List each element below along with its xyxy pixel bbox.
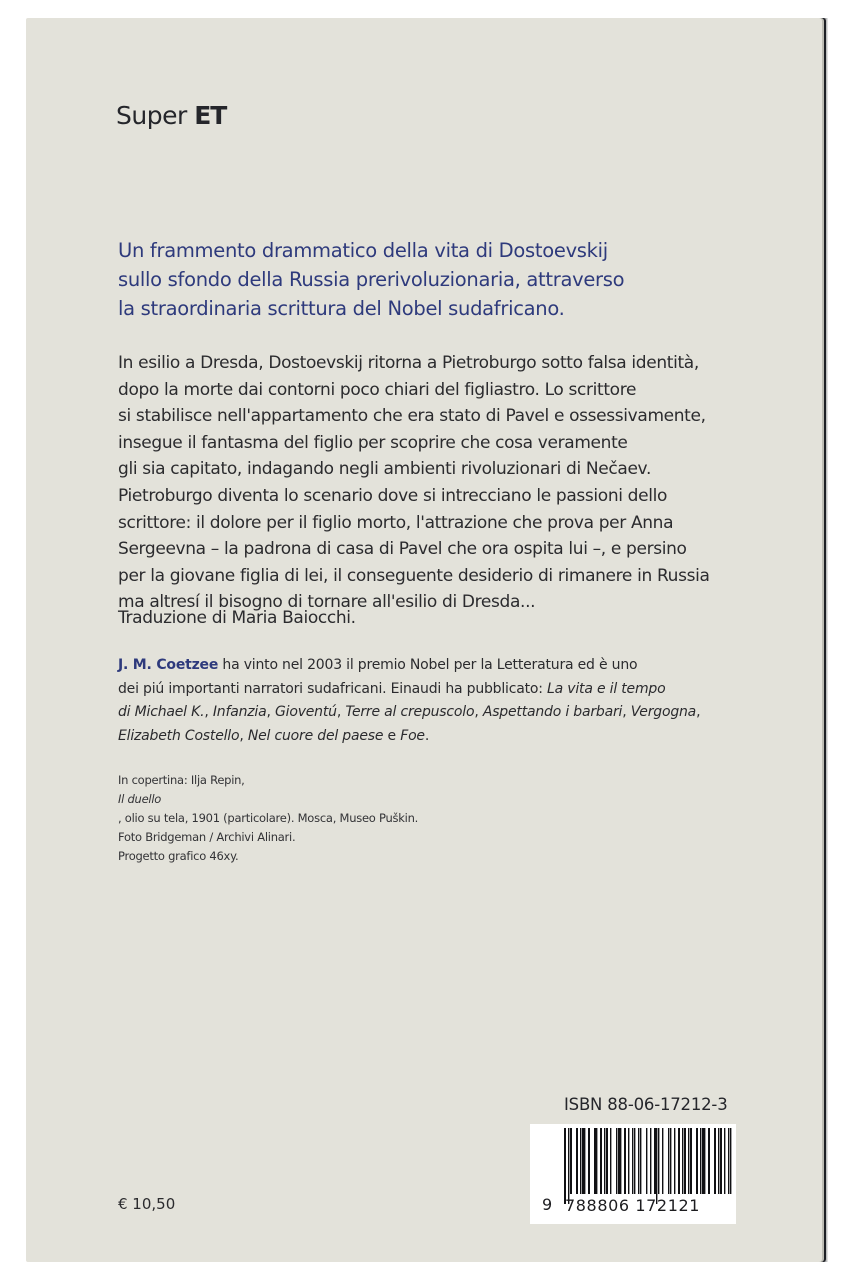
bio-separator: , (336, 704, 346, 721)
barcode-bar (724, 1128, 725, 1194)
barcode-bar (640, 1128, 641, 1194)
book-title: Vergogna (630, 704, 697, 721)
author-bio (118, 654, 808, 748)
synopsis-line: ma altresí il bisogno di tornare all'esilio di Dresda... (118, 592, 536, 613)
spine-edge (822, 18, 828, 1262)
book-title: Elizabeth Costello (118, 727, 240, 744)
barcode-bar (638, 1128, 639, 1194)
bio-separator: , (696, 704, 701, 721)
barcode-bar (584, 1128, 585, 1194)
synopsis-line: gli sia capitato, indagando negli ambienti rivoluzionari di Nečaev. (118, 459, 651, 480)
barcode-digits: 788806 172121 (565, 1196, 701, 1215)
barcode-first-digit: 9 (542, 1195, 553, 1214)
credits-text: In copertina: Ilja Repin, (118, 773, 245, 787)
author-name: J. M. Coetzee (118, 657, 219, 673)
barcode-bar (670, 1128, 671, 1194)
barcode-bar (700, 1128, 701, 1194)
synopsis (118, 350, 808, 616)
cover-credits (118, 771, 418, 866)
artwork-title: Il duello (118, 792, 162, 806)
bio-text: ha vinto nel 2003 il premio Nobel per la Letteratura ed è uno (218, 657, 638, 673)
series-name-prefix: Super (116, 101, 187, 130)
bio-separator: . (424, 727, 430, 744)
synopsis-line: scrittore: il dolore per il figlio morto, l'attrazione che prova per Anna (118, 512, 674, 533)
bio-separator: , (266, 704, 275, 721)
barcode-bar (718, 1128, 719, 1194)
barcode-bar (682, 1128, 683, 1194)
synopsis-line: si stabilisce nell'appartamento che era stato di Pavel e ossessivamente, (118, 406, 706, 427)
barcode-bar (684, 1128, 686, 1194)
book-title: Foe (400, 727, 425, 744)
barcode-bar (708, 1128, 710, 1194)
barcode-bar (570, 1128, 572, 1194)
book-title: Gioventú (274, 704, 337, 721)
barcode-bar (628, 1128, 629, 1194)
translation-credit: Traduzione di Maria Baiocchi. (118, 608, 356, 628)
book-title: di Michael K. (118, 704, 205, 721)
synopsis-line: per la giovane figlia di lei, il conseguente desiderio di rimanere in Russia (118, 565, 710, 586)
series-logo (116, 101, 226, 130)
barcode-bar (634, 1128, 635, 1194)
barcode-bar (668, 1128, 669, 1194)
bio-line (118, 654, 808, 678)
credits-line (118, 771, 418, 828)
barcode-bar (674, 1128, 675, 1194)
book-title: Aspettando i barbari (482, 704, 623, 721)
barcode-bar (594, 1128, 596, 1194)
barcode-bar (582, 1128, 584, 1194)
barcode-bar (650, 1128, 651, 1194)
price-label: € 10,50 (118, 1195, 176, 1213)
bio-line (118, 701, 808, 725)
barcode-bar (596, 1128, 597, 1194)
barcode-bar (588, 1128, 590, 1194)
barcode-bar (606, 1128, 608, 1194)
barcode-bar (604, 1128, 605, 1194)
credits-text: , olio su tela, 1901 (particolare). Mosca, Museo Puškin. (118, 811, 419, 825)
bio-separator: , (239, 727, 248, 744)
book-back-cover (26, 18, 822, 1262)
synopsis-line: In esilio a Dresda, Dostoevskij ritorna a Pietroburgo sotto falsa identità, (118, 353, 699, 373)
barcode-bar (656, 1128, 657, 1204)
barcode-bar (610, 1128, 611, 1194)
barcode-bar (568, 1128, 569, 1204)
bio-separator: , (622, 704, 631, 721)
book-title: Nel cuore del paese (247, 727, 384, 744)
barcode-bar (720, 1128, 722, 1194)
tagline (118, 236, 798, 323)
book-title: Infanzia (212, 704, 267, 721)
bio-line (118, 725, 808, 749)
barcode-bar (616, 1128, 617, 1194)
barcode-bar (696, 1128, 698, 1194)
barcode-bar (714, 1128, 716, 1194)
barcode-bar (662, 1128, 663, 1194)
barcode-bar (564, 1128, 566, 1204)
credits-line: Progetto grafico 46xy. (118, 849, 239, 863)
barcode-bar (678, 1128, 680, 1194)
bio-line (118, 678, 808, 702)
bio-separator: e (383, 727, 401, 744)
barcode-bar (690, 1128, 692, 1194)
bio-separator: , (204, 704, 213, 721)
barcode-bar (654, 1128, 656, 1194)
tagline-line: sullo sfondo della Russia prerivoluzionaria, attraverso (118, 268, 625, 291)
book-title: La vita e il tempo (547, 680, 666, 697)
tagline-line: Un frammento drammatico della vita di Dostoevskij (118, 239, 608, 262)
series-name-mark: ET (194, 101, 227, 130)
isbn-label: ISBN 88-06-17212-3 (564, 1095, 728, 1114)
tagline-line: la straordinaria scrittura del Nobel sudafricano. (118, 297, 565, 320)
barcode-bar (618, 1128, 620, 1194)
synopsis-line: dopo la morte dai contorni poco chiari del figliastro. Lo scrittore (118, 379, 637, 400)
barcode-bar (730, 1128, 731, 1194)
barcode-bar (702, 1128, 704, 1194)
synopsis-line: Pietroburgo diventa lo scenario dove si intrecciano le passioni dello (118, 485, 668, 506)
synopsis-line: insegue il fantasma del figlio per scoprire che cosa veramente (118, 432, 628, 453)
barcode-bar (646, 1128, 647, 1194)
barcode-bar (600, 1128, 602, 1194)
barcode-bar (728, 1128, 729, 1194)
bio-text: dei piú importanti narratori sudafricani. Einaudi ha pubblicato: (118, 680, 548, 697)
barcode-bar (576, 1128, 578, 1194)
barcode-bar (632, 1128, 633, 1194)
barcode-bar (704, 1128, 705, 1194)
barcode-bar (620, 1128, 621, 1194)
barcode-bar (658, 1128, 659, 1194)
bio-separator: , (474, 704, 483, 721)
barcode-bar (624, 1128, 626, 1194)
barcode-bar (580, 1128, 581, 1194)
credits-line: Foto Bridgeman / Archivi Alinari. (118, 830, 296, 844)
barcode-bar (688, 1128, 689, 1194)
synopsis-line: Sergeevna – la padrona di casa di Pavel che ora ospita lui –, e persino (118, 539, 687, 560)
book-title: Terre al crepuscolo (345, 704, 475, 721)
